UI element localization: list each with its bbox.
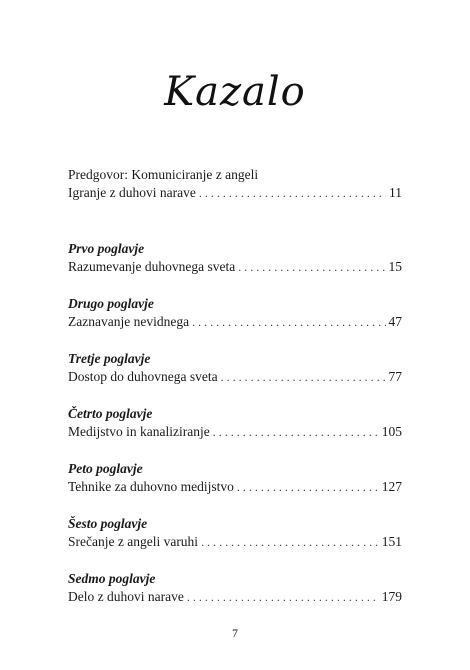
preface-title: Predgovor: Komuniciranje z angeli: [68, 167, 259, 182]
page-number: 11: [389, 185, 402, 200]
chapter-line: [68, 533, 402, 551]
chapter-title: Medijstvo in kanaliziranje: [68, 424, 210, 439]
dot-leader: [192, 313, 385, 331]
dot-leader: [199, 184, 386, 202]
page-number: 151: [381, 534, 402, 549]
chapter-entry: [68, 570, 402, 606]
chapter-title: Srečanje z angeli varuhi: [68, 534, 199, 549]
page-number: 127: [381, 479, 402, 494]
chapter-title: Tehnike za duhovno medijstvo: [68, 479, 234, 494]
footer-page-number: 7: [232, 626, 238, 640]
chapter-heading: Četrto poglavje: [68, 406, 153, 421]
dot-leader: [187, 588, 379, 606]
chapter-entry: [68, 240, 402, 276]
chapter-title: Delo z duhovi narave: [68, 589, 184, 604]
page-title: Kazalo: [164, 69, 306, 115]
chapter-line: [68, 258, 402, 276]
chapter-title: Zaznavanje nevidnega: [68, 314, 190, 329]
page-number: 179: [381, 589, 402, 604]
chapter-heading: Šesto poglavje: [68, 516, 148, 531]
chapter-heading: Sedmo poglavje: [68, 571, 156, 586]
chapter-title: Razumevanje duhovnega sveta: [68, 259, 236, 274]
preface-line-1: [68, 166, 402, 184]
chapter-heading: Tretje poglavje: [68, 351, 151, 366]
chapter-line: [68, 478, 402, 496]
chapter-entry: [68, 515, 402, 551]
chapter-line: [68, 423, 402, 441]
chapter-entry: [68, 295, 402, 331]
chapter-line: [68, 368, 402, 386]
preface-subtitle: Igranje z duhovi narave: [68, 185, 196, 200]
chapter-line: [68, 313, 402, 331]
chapter-heading: Drugo poglavje: [68, 296, 154, 311]
chapter-heading: Prvo poglavje: [68, 241, 145, 256]
dot-leader: [221, 368, 386, 386]
page-number: 15: [388, 259, 402, 274]
preface-entry: [68, 166, 402, 202]
page-number: 47: [388, 314, 402, 329]
chapter-entry: [68, 405, 402, 441]
chapter-line: [68, 588, 402, 606]
chapter-entry: [68, 460, 402, 496]
spacer: [68, 202, 402, 240]
dot-leader: [213, 423, 379, 441]
table-of-contents: [68, 166, 402, 606]
page-number: 77: [388, 369, 402, 384]
dot-leader: [201, 533, 379, 551]
dot-leader: [238, 258, 385, 276]
chapter-title: Dostop do duhovnega sveta: [68, 369, 218, 384]
dot-leader: [237, 478, 379, 496]
chapter-entry: [68, 350, 402, 386]
preface-line-2: [68, 184, 402, 202]
page-number: 105: [381, 424, 402, 439]
chapter-heading: Peto poglavje: [68, 461, 143, 476]
